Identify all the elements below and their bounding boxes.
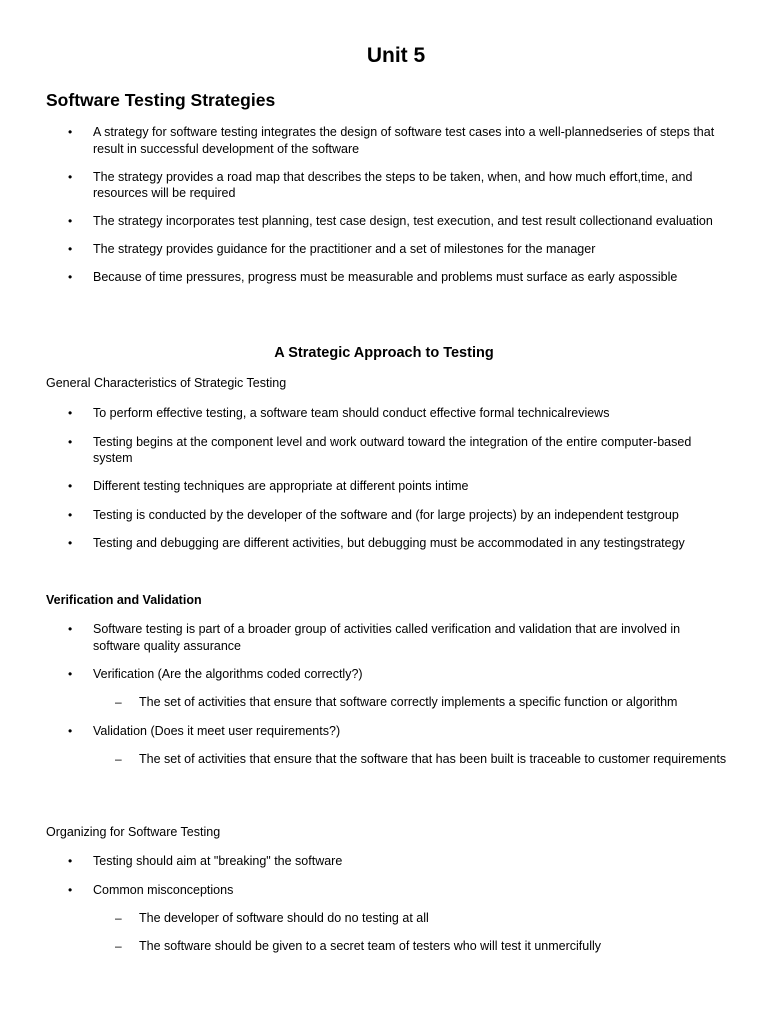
dash-marker: – — [115, 910, 122, 925]
list-item-text: Common misconceptions — [93, 882, 234, 897]
list-item-text: A strategy for software testing integrates the design of software test cases into a well-plannedseries of steps that result in successful development of the software — [93, 125, 715, 156]
list-item — [0, 169, 768, 202]
bullet-marker: • — [68, 406, 73, 420]
characteristics-bullet-list — [0, 405, 768, 552]
bullet-marker: • — [68, 723, 73, 738]
bullet-marker: • — [68, 479, 73, 493]
list-item — [0, 124, 768, 157]
list-item-text: The set of activities that ensure that the software that has been built is traceable to customer requirements — [139, 752, 727, 766]
list-item — [0, 723, 768, 740]
sub-list-item — [0, 694, 768, 711]
list-item-text: The strategy provides a road map that describes the steps to be taken, when, and how much effort,time, and resources will be required — [93, 169, 693, 200]
list-item — [0, 405, 768, 422]
bullet-marker: • — [68, 242, 73, 256]
list-item — [0, 853, 768, 870]
strategy-bullet-list — [0, 124, 768, 286]
list-item — [0, 507, 768, 524]
list-item — [0, 535, 768, 552]
bullet-marker: • — [68, 434, 73, 449]
bullet-marker: • — [68, 666, 73, 681]
list-item-text: Testing and debugging are different activities, but debugging must be accommodated in any testingstrategy — [93, 536, 685, 550]
bullet-marker: • — [68, 854, 73, 868]
bullet-marker: • — [68, 214, 73, 228]
list-item-text: The developer of software should do no testing at all — [139, 910, 429, 925]
list-item-text: Because of time pressures, progress must be measurable and problems must surface as early aspossible — [93, 270, 678, 284]
subheading-verification-validation: Verification and Validation — [46, 593, 202, 607]
verification-validation-list — [0, 621, 768, 768]
list-item — [0, 269, 768, 286]
list-item-text: Testing is conducted by the developer of the software and (for large projects) by an independent testgroup — [93, 507, 679, 522]
bullet-marker: • — [68, 536, 73, 550]
unit-title: Unit 5 — [366, 44, 426, 67]
list-item — [0, 666, 768, 683]
dash-marker: – — [115, 752, 122, 766]
bullet-marker: • — [68, 169, 73, 184]
list-item-text: The set of activities that ensure that software correctly implements a specific function or algorithm — [139, 695, 678, 709]
sub-list-item — [0, 751, 768, 768]
organizing-testing-list — [0, 853, 768, 955]
dash-marker: – — [115, 939, 122, 953]
list-item — [0, 241, 768, 258]
sub-list-item — [0, 938, 768, 955]
bullet-marker: • — [68, 882, 73, 897]
subheading-general-characteristics: General Characteristics of Strategic Testing — [46, 376, 287, 390]
bullet-marker: • — [68, 507, 73, 522]
sub-list-item — [0, 910, 768, 927]
subheading-organizing-testing: Organizing for Software Testing — [46, 825, 221, 839]
list-item-text: The software should be given to a secret team of testers who will test it unmercifully — [139, 939, 602, 953]
list-item-text: Testing begins at the component level and work outward toward the integration of the entire computer-based system — [93, 434, 692, 465]
list-item-text: Software testing is part of a broader group of activities called verification and validation that are involved in software quality assurance — [93, 622, 681, 653]
list-item — [0, 882, 768, 899]
list-item-text: Validation (Does it meet user requirements?) — [93, 723, 341, 738]
list-item — [0, 434, 768, 467]
list-item-text: To perform effective testing, a software team should conduct effective formal technicalreviews — [93, 406, 610, 420]
dash-marker: – — [115, 695, 122, 709]
list-item-text: Testing should aim at "breaking" the software — [93, 854, 343, 868]
list-item-text: The strategy incorporates test planning, test case design, test execution, and test result collectionand evaluation — [93, 214, 713, 228]
list-item — [0, 213, 768, 230]
bullet-marker: • — [68, 622, 73, 636]
list-item-text: Verification (Are the algorithms coded correctly?) — [93, 666, 363, 681]
list-item-text: Different testing techniques are appropriate at different points intime — [93, 479, 469, 493]
section-heading-software-testing-strategies: Software Testing Strategies — [46, 90, 276, 110]
bullet-marker: • — [68, 270, 73, 284]
list-item — [0, 621, 768, 654]
list-item-text: The strategy provides guidance for the practitioner and a set of milestones for the manager — [93, 242, 596, 256]
list-item — [0, 478, 768, 495]
section-heading-strategic-approach: A Strategic Approach to Testing — [274, 345, 494, 361]
bullet-marker: • — [68, 125, 73, 139]
